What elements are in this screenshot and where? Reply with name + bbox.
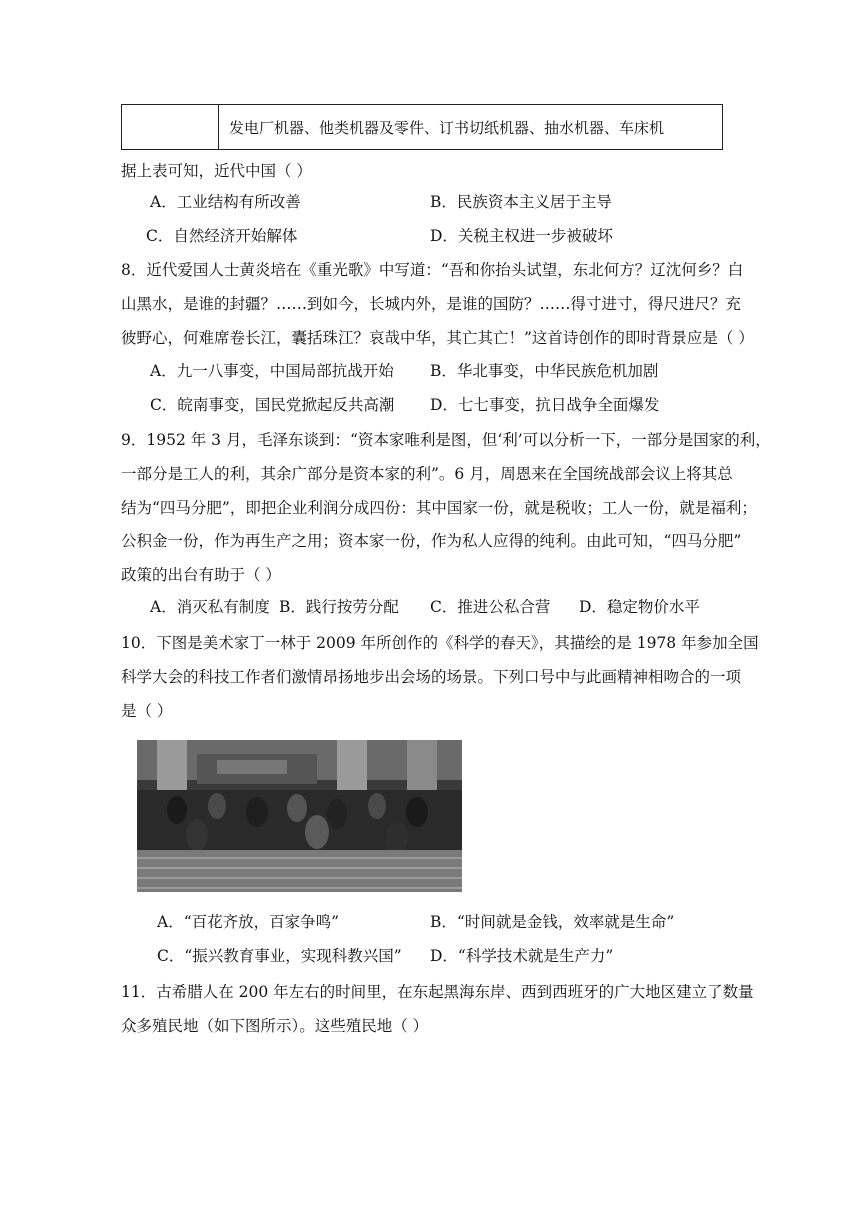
q9-option-b[interactable]: B．践行按劳分配 bbox=[279, 598, 399, 616]
q8-option-c[interactable]: C．皖南事变，国民党掀起反共高潮 bbox=[150, 396, 395, 414]
q7-option-d[interactable]: D．关税主权进一步被破坏 bbox=[430, 227, 613, 245]
q7-option-b[interactable]: B．民族资本主义居于主导 bbox=[430, 193, 612, 211]
table-row bbox=[122, 105, 723, 150]
q8-line-1: 8．近代爱国人士黄炎培在《重光歌》中写道：“吾和你抬头试望，东北何方？辽沈何乡？白 bbox=[121, 261, 744, 279]
q9-line-3: 结为“四马分肥”，即把企业利润分成四份：其中国家一份，就是税收；工人一份，就是福利； bbox=[121, 499, 757, 517]
q10-option-a[interactable]: A．“百花齐放，百家争鸣” bbox=[157, 913, 340, 931]
q10-line-2: 科学大会的科技工作者们激情昂扬地步出会场的场景。下列口号中与此画精神相吻合的一项 bbox=[121, 668, 742, 686]
q8-line-2: 山黑水，是谁的封疆？……到如今，长城内外，是谁的国防？……得寸进寸，得尺进尺？充 bbox=[121, 295, 742, 313]
q10-option-b[interactable]: B．“时间就是金钱，效率就是生命” bbox=[430, 913, 675, 931]
q7-option-a[interactable]: A．工业结构有所改善 bbox=[150, 193, 301, 211]
q7-option-c[interactable]: C．自然经济开始解体 bbox=[146, 227, 298, 245]
q9-option-c[interactable]: C．推进公私合营 bbox=[430, 598, 551, 616]
q8-option-b[interactable]: B．华北事变，中华民族危机加剧 bbox=[430, 362, 659, 380]
q8-line-3: 彼野心，何难席卷长江，囊括珠江？哀哉中华，其亡其亡！”这首诗创作的即时背景应是（ ） bbox=[121, 329, 754, 347]
q7-stem: 据上表可知，近代中国（ ） bbox=[121, 162, 312, 180]
q8-option-a[interactable]: A．九一八事变，中国局部抗战开始 bbox=[150, 362, 394, 380]
q9-line-4: 公积金一份，作为再生产之用；资本家一份，作为私人应得的纯利。由此可知，“四马分肥” bbox=[121, 532, 742, 550]
q10-option-c[interactable]: C．“振兴教育事业，实现科教兴国” bbox=[157, 947, 402, 965]
painting-illustration bbox=[137, 740, 462, 892]
machinery-table bbox=[121, 104, 723, 150]
q9-line-5: 政策的出台有助于（ ） bbox=[121, 566, 281, 584]
painting-image bbox=[137, 740, 462, 892]
table-cell-empty bbox=[122, 105, 219, 150]
q8-option-d[interactable]: D．七七事变，抗日战争全面爆发 bbox=[430, 396, 660, 414]
q9-line-2: 一部分是工人的利，其余广部分是资本家的利”。6 月，周恩来在全国统战部会议上将其总 bbox=[121, 465, 733, 483]
q11-line-2: 众多殖民地（如下图所示）。这些殖民地（ ） bbox=[121, 1017, 429, 1035]
q9-option-d[interactable]: D．稳定物价水平 bbox=[579, 598, 700, 616]
q9-line-1: 9．1952 年 3 月，毛泽东谈到：“资本家唯利是图，但‘利’可以分析一下，一部分是国家的利， bbox=[121, 431, 771, 449]
q10-option-d[interactable]: D．“科学技术就是生产力” bbox=[430, 947, 614, 965]
q11-line-1: 11．古希腊人在 200 年左右的时间里，在东起黑海东岸、西到西班牙的广大地区建立了数量 bbox=[121, 983, 754, 1001]
q10-line-3: 是（ ） bbox=[121, 702, 173, 720]
table-cell-items: 发电厂机器、他类机器及零件、订书切纸机器、抽水机器、车床机 bbox=[219, 105, 723, 150]
q9-option-a[interactable]: A．消灭私有制度 bbox=[150, 598, 270, 616]
q10-line-1: 10．下图是美术家丁一林于 2009 年所创作的《科学的春天》，其描绘的是 1978 年参加全国 bbox=[121, 634, 759, 652]
